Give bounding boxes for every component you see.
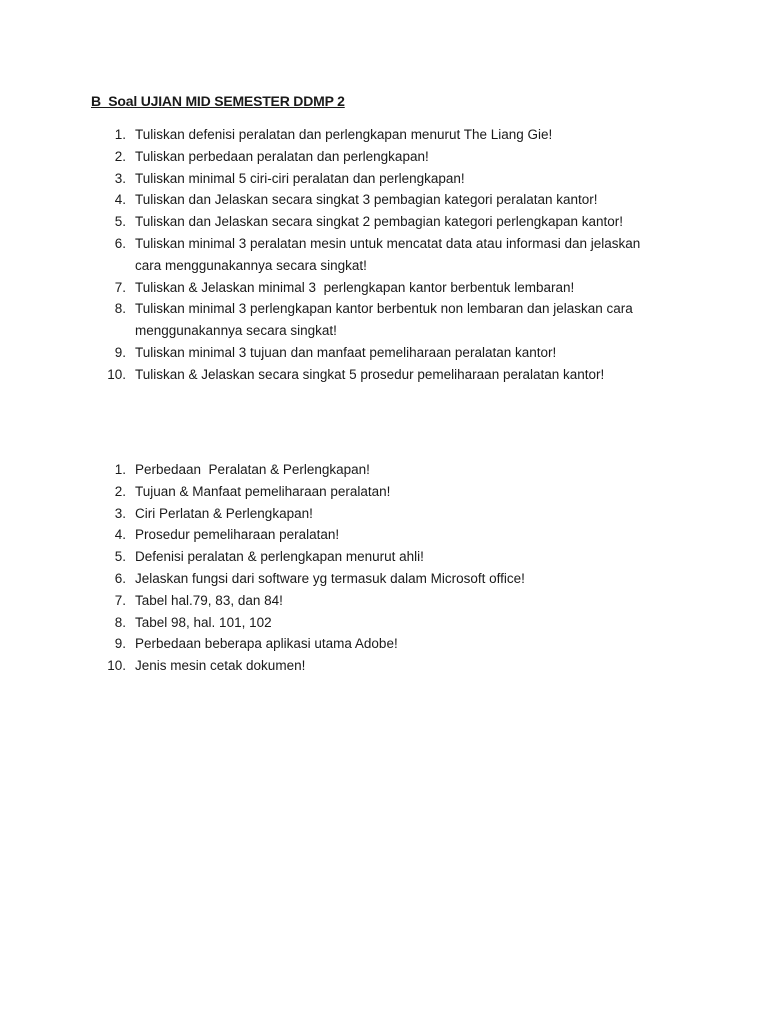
item-text: Tuliskan perbedaan peralatan dan perlengkapan!: [135, 148, 429, 164]
item-number: 3.: [114, 170, 126, 186]
item-number: 5.: [114, 214, 126, 230]
item-text: Ciri Perlatan & Perlengkapan!: [135, 505, 313, 521]
item-text: Tuliskan minimal 3 tujuan dan manfaat pemeliharaan peralatan kantor!: [135, 344, 557, 360]
item-number: 4.: [114, 527, 126, 543]
list-item: [0, 459, 665, 481]
list-item: [0, 364, 665, 386]
list-item: [0, 633, 665, 655]
document-title: B Soal UJIAN MID SEMESTER DDMP 2: [91, 93, 345, 109]
item-text: Jelaskan fungsi dari software yg termasuk dalam Microsoft office!: [135, 570, 525, 586]
item-number: 5.: [114, 549, 126, 565]
item-number: 2.: [114, 148, 126, 164]
item-number: 3.: [114, 505, 126, 521]
question-list-topics: [0, 459, 665, 677]
list-item: [0, 342, 665, 364]
list-item: [0, 124, 665, 146]
item-text: Tuliskan dan Jelaskan secara singkat 2 pembagian kategori perlengkapan kantor!: [135, 214, 624, 230]
list-item: [0, 298, 665, 342]
item-number: 1.: [114, 127, 126, 142]
list-item: [0, 612, 665, 634]
list-item: [0, 524, 665, 546]
list-item: [0, 481, 665, 503]
item-text: Defenisi peralatan & perlengkapan menurut ahli!: [135, 549, 424, 565]
item-number: 6.: [114, 570, 126, 586]
item-text: Tuliskan & Jelaskan secara singkat 5 prosedur pemeliharaan peralatan kantor!: [135, 366, 605, 382]
item-number: 1.: [114, 462, 126, 477]
item-text: Tuliskan minimal 5 ciri-ciri peralatan dan perlengkapan!: [135, 170, 465, 186]
item-text: Tuliskan dan Jelaskan secara singkat 3 pembagian kategori peralatan kantor!: [135, 192, 598, 208]
item-number: 7.: [114, 279, 126, 295]
list-item: [0, 568, 665, 590]
list-item: [0, 168, 665, 190]
list-item: [0, 211, 665, 233]
question-list-exam: [0, 124, 665, 386]
item-number: 6.: [114, 235, 126, 251]
list-item: [0, 277, 665, 299]
item-number: 8.: [114, 301, 126, 317]
item-number: 7.: [114, 592, 126, 608]
list-item: [0, 503, 665, 525]
list-item: [0, 546, 665, 568]
list-item: [0, 655, 665, 677]
item-number: 9.: [114, 636, 126, 652]
item-number: 2.: [114, 483, 126, 499]
item-text: Tabel hal.79, 83, dan 84!: [135, 592, 283, 608]
item-text: Tujuan & Manfaat pemeliharaan peralatan!: [135, 483, 391, 499]
item-text: Perbedaan Peralatan & Perlengkapan!: [135, 462, 370, 477]
item-text: Prosedur pemeliharaan peralatan!: [135, 527, 340, 543]
list-item: [0, 233, 665, 277]
item-text: Jenis mesin cetak dokumen!: [135, 658, 306, 674]
list-item: [0, 189, 665, 211]
item-text: Tuliskan minimal 3 peralatan mesin untuk mencatat data atau informasi dan jelaskan cara menggunakannya secara singkat!: [135, 235, 645, 273]
item-number: 10.: [107, 366, 126, 382]
list-item: [0, 590, 665, 612]
item-number: 4.: [114, 192, 126, 208]
item-number: 8.: [114, 614, 126, 630]
item-text: Tuliskan minimal 3 perlengkapan kantor berbentuk non lembaran dan jelaskan cara menggunakannya secara singkat!: [135, 301, 637, 339]
list-item: [0, 146, 665, 168]
item-text: Tuliskan defenisi peralatan dan perlengkapan menurut The Liang Gie!: [135, 127, 553, 142]
item-text: Tabel 98, hal. 101, 102: [135, 614, 272, 630]
item-text: Tuliskan & Jelaskan minimal 3 perlengkapan kantor berbentuk lembaran!: [135, 279, 575, 295]
item-number: 10.: [107, 658, 126, 674]
item-number: 9.: [114, 344, 126, 360]
item-text: Perbedaan beberapa aplikasi utama Adobe!: [135, 636, 398, 652]
